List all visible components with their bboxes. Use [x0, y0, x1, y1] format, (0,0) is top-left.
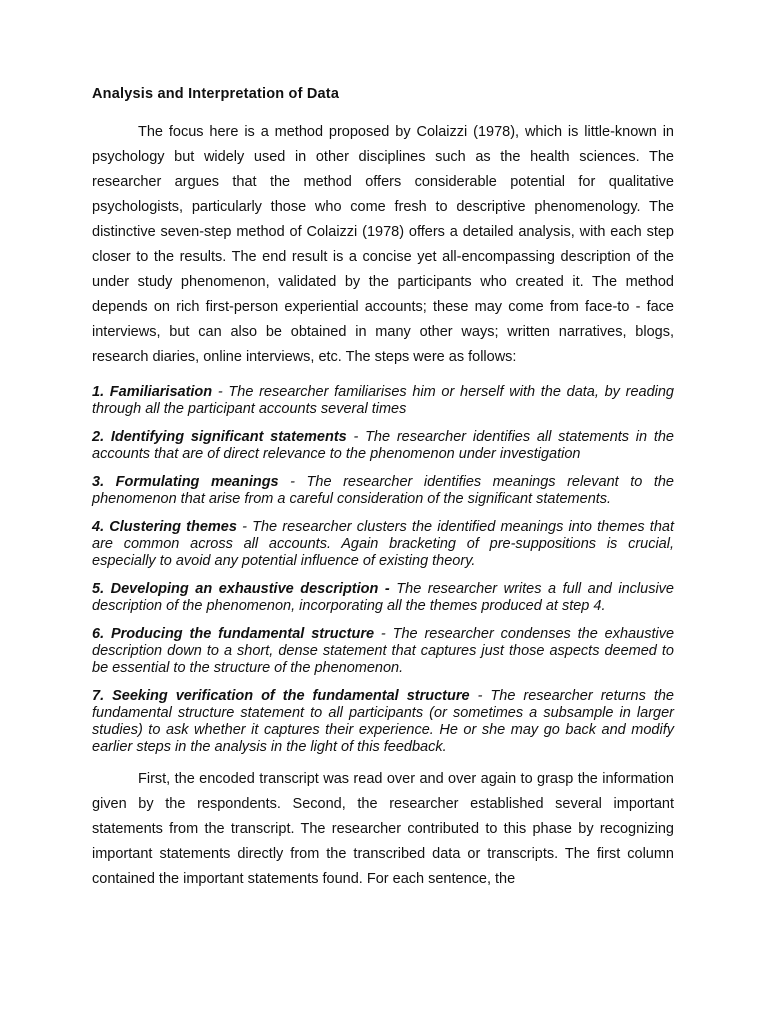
step-title: 2. Identifying significant statements: [92, 429, 347, 445]
step-text: - The researcher identifies meanings relevant to the phenomenon that arise from a careful consideration of the significant statements.: [92, 474, 674, 507]
list-item: [92, 384, 674, 418]
list-item: [92, 519, 674, 570]
list-item: [92, 581, 674, 615]
list-item: [92, 626, 674, 677]
step-text: The researcher writes a full and inclusive description of the phenomenon, incorporating all the themes produced at step 4.: [92, 581, 674, 614]
step-text: - The researcher returns the fundamental structure statement to all participants (or sometimes a subsample in larger studies) to ask whether it captures their experience. He or she may go back and modify earlier steps in the analysis in the light of this feedback.: [92, 688, 674, 755]
step-title: 6. Producing the fundamental structure: [92, 626, 375, 642]
document-page: [92, 86, 674, 892]
section-heading: Analysis and Interpretation of Data: [92, 86, 340, 102]
step-title: 7. Seeking verification of the fundamental structure: [92, 688, 470, 704]
list-item: [92, 688, 674, 756]
list-item: [92, 474, 674, 508]
step-title: 5. Developing an exhaustive description -: [92, 581, 390, 597]
intro-paragraph: The focus here is a method proposed by Colaizzi (1978), which is little-known in psychology but widely used in other disciplines such as the health sciences. The researcher argues that the method offers considerable potential for qualitative psychologists, particularly those who come fresh to descriptive phenomenology. The distinctive seven-step method of Colaizzi (1978) offers a detailed analysis, with each step closer to the results. The end result is a concise yet all-encompassing description of the under study phenomenon, validated by the participants who created it. The method depends on rich first-person experiential accounts; these may come from face-to - face interviews, but can also be obtained in many other ways; written narratives, blogs, research diaries, online interviews, etc. The steps were as follows:: [92, 124, 674, 365]
step-title: 1. Familiarisation: [92, 384, 213, 400]
closing-paragraph: First, the encoded transcript was read over and over again to grasp the information given by the respondents. Second, the researcher established several important statements from the transcript. The researcher contributed to this phase by recognizing important statements directly from the transcribed data or transcripts. The first column contained the important statements found. For each sentence, the: [92, 771, 674, 887]
list-item: [92, 429, 674, 463]
step-title: 4. Clustering themes: [92, 519, 237, 535]
step-text: - The researcher clusters the identified meanings into themes that are common across all accounts. Again bracketing of pre-suppositions is crucial, especially to avoid any potential influence of existing theory.: [92, 519, 674, 569]
step-text: - The researcher familiarises him or herself with the data, by reading through all the participant accounts several times: [92, 384, 674, 417]
steps-list: [92, 384, 674, 756]
step-title: 3. Formulating meanings: [92, 474, 279, 490]
step-text: - The researcher condenses the exhaustive description down to a short, dense statement that captures just those aspects deemed to be essential to the structure of the phenomenon.: [92, 626, 675, 676]
step-text: - The researcher identifies all statements in the accounts that are of direct relevance to the phenomenon under investigation: [92, 429, 675, 462]
